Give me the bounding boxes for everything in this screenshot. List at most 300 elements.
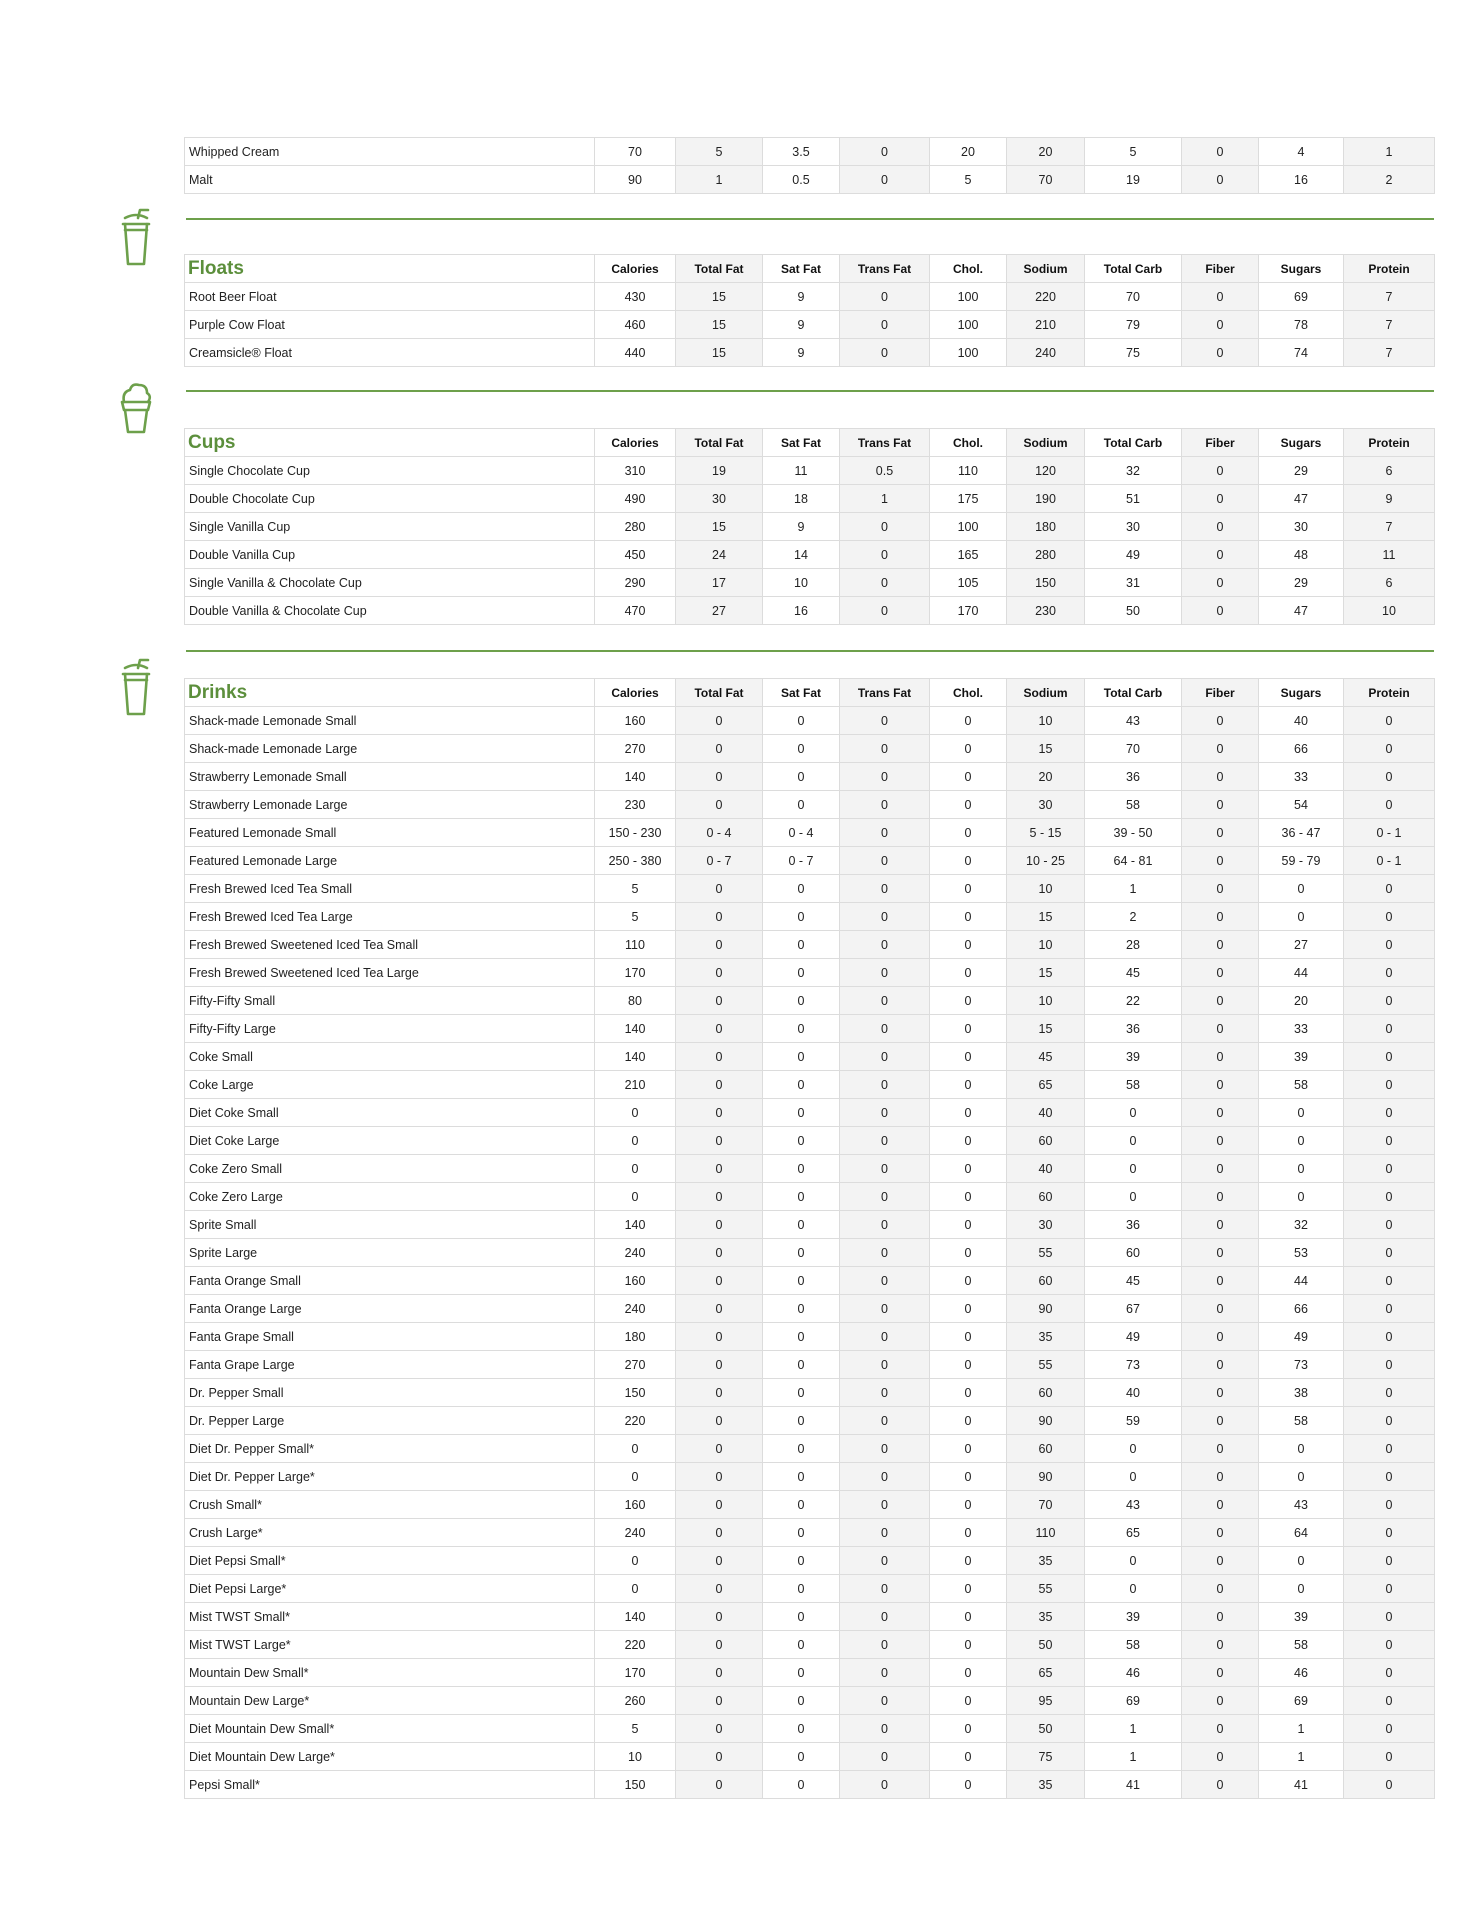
nutrient-value: 10 <box>763 569 840 597</box>
nutrient-value: 100 <box>930 513 1007 541</box>
column-header: Sat Fat <box>763 255 840 283</box>
nutrient-value: 0 <box>1344 1379 1435 1407</box>
column-header: Total Fat <box>676 679 763 707</box>
item-name: Diet Pepsi Small* <box>185 1547 595 1575</box>
nutrient-value: 0 <box>763 1295 840 1323</box>
nutrient-value: 0 <box>676 987 763 1015</box>
nutrient-value: 0 <box>1344 707 1435 735</box>
table-row <box>185 1155 1435 1183</box>
nutrient-value: 0 <box>763 1603 840 1631</box>
nutrient-value: 0 <box>763 1267 840 1295</box>
nutrient-value: 9 <box>763 513 840 541</box>
nutrient-value: 0 <box>1182 513 1259 541</box>
nutrient-value: 0 <box>763 1099 840 1127</box>
nutrient-value: 240 <box>595 1295 676 1323</box>
nutrient-value: 0.5 <box>840 457 930 485</box>
table-row <box>185 541 1435 569</box>
nutrient-value: 0 <box>1182 1771 1259 1799</box>
nutrient-value: 270 <box>595 1351 676 1379</box>
nutrient-value: 0 <box>676 1435 763 1463</box>
nutrient-value: 54 <box>1259 791 1344 819</box>
nutrient-value: 280 <box>1007 541 1085 569</box>
table-header-row <box>185 679 1435 707</box>
nutrient-value: 49 <box>1085 541 1182 569</box>
nutrient-value: 50 <box>1085 597 1182 625</box>
nutrient-value: 0 <box>930 1491 1007 1519</box>
table-row <box>185 1239 1435 1267</box>
table-row <box>185 283 1435 311</box>
nutrient-value: 32 <box>1085 457 1182 485</box>
nutrient-value: 0 <box>676 1519 763 1547</box>
nutrient-value: 75 <box>1007 1743 1085 1771</box>
nutrient-value: 0 <box>595 1547 676 1575</box>
nutrient-value: 0 <box>930 1603 1007 1631</box>
nutrient-value: 0 <box>676 1771 763 1799</box>
column-header: Protein <box>1344 429 1435 457</box>
nutrient-value: 60 <box>1085 1239 1182 1267</box>
nutrient-value: 58 <box>1085 1071 1182 1099</box>
nutrient-value: 0 <box>1085 1547 1182 1575</box>
column-header: Trans Fat <box>840 429 930 457</box>
nutrient-value: 0 <box>840 1015 930 1043</box>
nutrient-value: 0 <box>763 1351 840 1379</box>
item-name: Double Vanilla Cup <box>185 541 595 569</box>
table-row <box>185 1407 1435 1435</box>
nutrient-value: 0 <box>930 1239 1007 1267</box>
nutrient-value: 0 <box>1182 1547 1259 1575</box>
nutrient-value: 0 <box>676 791 763 819</box>
nutrient-value: 100 <box>930 283 1007 311</box>
nutrient-value: 0 <box>1344 1267 1435 1295</box>
nutrient-value: 7 <box>1344 283 1435 311</box>
nutrient-value: 64 - 81 <box>1085 847 1182 875</box>
column-header: Sugars <box>1259 255 1344 283</box>
nutrient-value: 45 <box>1007 1043 1085 1071</box>
nutrient-value: 39 <box>1259 1603 1344 1631</box>
item-name: Fanta Grape Small <box>185 1323 595 1351</box>
nutrient-value: 0 <box>595 1463 676 1491</box>
nutrient-value: 80 <box>595 987 676 1015</box>
nutrient-value: 40 <box>1007 1099 1085 1127</box>
nutrient-value: 1 <box>840 485 930 513</box>
nutrient-value: 20 <box>930 138 1007 166</box>
nutrient-value: 0 <box>1344 735 1435 763</box>
table-row <box>185 1099 1435 1127</box>
nutrient-value: 50 <box>1007 1715 1085 1743</box>
nutrient-value: 140 <box>595 1015 676 1043</box>
nutrient-value: 5 <box>595 875 676 903</box>
nutrient-value: 150 <box>595 1379 676 1407</box>
nutrient-value: 36 <box>1085 763 1182 791</box>
nutrient-value: 150 - 230 <box>595 819 676 847</box>
item-name: Pepsi Small* <box>185 1771 595 1799</box>
nutrient-value: 9 <box>1344 485 1435 513</box>
column-header: Sugars <box>1259 679 1344 707</box>
nutrient-value: 0 <box>763 1715 840 1743</box>
nutrient-value: 0 <box>1259 1099 1344 1127</box>
nutrient-value: 0 <box>1182 1435 1259 1463</box>
nutrient-value: 0 <box>595 1183 676 1211</box>
nutrient-value: 190 <box>1007 485 1085 513</box>
nutrient-value: 60 <box>1007 1435 1085 1463</box>
nutrient-value: 0 <box>1182 1379 1259 1407</box>
nutrient-value: 0 <box>676 1687 763 1715</box>
nutrient-value: 0 <box>1182 1155 1259 1183</box>
item-name: Coke Zero Small <box>185 1155 595 1183</box>
nutrient-value: 0 <box>930 987 1007 1015</box>
nutrient-value: 15 <box>1007 1015 1085 1043</box>
nutrient-value: 0 <box>840 959 930 987</box>
nutrient-value: 15 <box>1007 959 1085 987</box>
nutrient-value: 51 <box>1085 485 1182 513</box>
nutrient-value: 1 <box>1259 1743 1344 1771</box>
nutrient-value: 0 <box>1182 931 1259 959</box>
nutrient-value: 0 <box>840 1407 930 1435</box>
nutrient-value: 0 <box>930 1127 1007 1155</box>
nutrient-value: 0 <box>676 1071 763 1099</box>
nutrient-value: 69 <box>1085 1687 1182 1715</box>
nutrient-value: 73 <box>1085 1351 1182 1379</box>
item-name: Single Vanilla Cup <box>185 513 595 541</box>
nutrient-value: 0 <box>1182 1715 1259 1743</box>
nutrient-value: 160 <box>595 1267 676 1295</box>
nutrient-value: 0 <box>676 1603 763 1631</box>
nutrient-value: 0 <box>763 1519 840 1547</box>
table-row <box>185 569 1435 597</box>
nutrient-value: 0 <box>1182 1491 1259 1519</box>
column-header: Chol. <box>930 255 1007 283</box>
nutrient-value: 0 <box>763 1463 840 1491</box>
nutrient-value: 0.5 <box>763 166 840 194</box>
nutrient-value: 0 <box>930 1071 1007 1099</box>
nutrient-value: 2 <box>1344 166 1435 194</box>
column-header: Trans Fat <box>840 255 930 283</box>
table-row <box>185 1659 1435 1687</box>
nutrient-value: 0 <box>930 1771 1007 1799</box>
table-row <box>185 1547 1435 1575</box>
nutrient-value: 0 <box>1344 875 1435 903</box>
nutrient-value: 450 <box>595 541 676 569</box>
nutrient-value: 0 <box>676 1547 763 1575</box>
nutrient-value: 55 <box>1007 1351 1085 1379</box>
nutrient-value: 0 <box>1344 1603 1435 1631</box>
nutrient-value: 35 <box>1007 1603 1085 1631</box>
section-title: Cups <box>185 429 595 457</box>
nutrient-value: 0 <box>930 1575 1007 1603</box>
nutrient-value: 0 <box>1182 1211 1259 1239</box>
nutrient-value: 0 <box>1259 875 1344 903</box>
nutrient-value: 0 <box>1344 1463 1435 1491</box>
nutrient-value: 0 <box>1182 166 1259 194</box>
nutrient-value: 58 <box>1085 791 1182 819</box>
item-name: Dr. Pepper Small <box>185 1379 595 1407</box>
nutrient-value: 0 <box>840 1463 930 1491</box>
nutrient-value: 0 <box>930 1519 1007 1547</box>
nutrient-value: 6 <box>1344 569 1435 597</box>
nutrient-value: 0 <box>1182 1603 1259 1631</box>
nutrient-value: 10 <box>1007 931 1085 959</box>
nutrient-value: 0 <box>1344 1015 1435 1043</box>
nutrient-value: 0 <box>1182 1407 1259 1435</box>
nutrient-value: 220 <box>595 1407 676 1435</box>
column-header: Sat Fat <box>763 679 840 707</box>
nutrient-value: 70 <box>1007 166 1085 194</box>
nutrient-value: 0 <box>840 1519 930 1547</box>
nutrient-value: 0 <box>763 735 840 763</box>
nutrient-value: 39 <box>1259 1043 1344 1071</box>
nutrient-value: 0 <box>763 1743 840 1771</box>
nutrient-value: 0 <box>840 1267 930 1295</box>
nutrient-value: 0 <box>763 1211 840 1239</box>
nutrient-value: 140 <box>595 763 676 791</box>
item-name: Single Vanilla & Chocolate Cup <box>185 569 595 597</box>
nutrient-value: 65 <box>1007 1071 1085 1099</box>
table-row <box>185 1015 1435 1043</box>
nutrient-value: 70 <box>1085 283 1182 311</box>
nutrient-value: 150 <box>595 1771 676 1799</box>
column-header: Total Fat <box>676 255 763 283</box>
nutrient-value: 0 <box>1259 1435 1344 1463</box>
nutrient-value: 0 <box>1344 959 1435 987</box>
nutrient-value: 0 <box>840 1715 930 1743</box>
nutrient-value: 490 <box>595 485 676 513</box>
nutrient-value: 0 <box>1085 1435 1182 1463</box>
nutrient-value: 1 <box>1085 875 1182 903</box>
table-row <box>185 1379 1435 1407</box>
nutrient-value: 0 <box>1344 1043 1435 1071</box>
nutrient-value: 0 <box>1182 987 1259 1015</box>
nutrient-value: 0 <box>1182 541 1259 569</box>
nutrient-value: 0 <box>930 875 1007 903</box>
nutrient-value: 30 <box>1007 1211 1085 1239</box>
nutrient-value: 0 <box>1344 1715 1435 1743</box>
nutrient-value: 0 <box>930 1743 1007 1771</box>
nutrient-value: 0 <box>1085 1127 1182 1155</box>
nutrient-value: 58 <box>1259 1407 1344 1435</box>
nutrient-value: 0 <box>1182 1687 1259 1715</box>
nutrient-value: 66 <box>1259 735 1344 763</box>
table-row <box>185 1575 1435 1603</box>
nutrient-value: 17 <box>676 569 763 597</box>
table-row <box>185 485 1435 513</box>
nutrient-value: 15 <box>1007 735 1085 763</box>
nutrient-value: 0 <box>840 1547 930 1575</box>
nutrient-value: 0 <box>763 1687 840 1715</box>
nutrient-value: 0 <box>840 1351 930 1379</box>
nutrient-value: 0 <box>1182 1323 1259 1351</box>
nutrient-value: 0 - 4 <box>763 819 840 847</box>
item-name: Fresh Brewed Iced Tea Small <box>185 875 595 903</box>
column-header: Calories <box>595 429 676 457</box>
nutrient-value: 0 <box>930 1155 1007 1183</box>
nutrient-value: 0 <box>840 1323 930 1351</box>
item-name: Mountain Dew Small* <box>185 1659 595 1687</box>
nutrient-value: 58 <box>1259 1631 1344 1659</box>
floats-section <box>184 254 1434 367</box>
table-row <box>185 1771 1435 1799</box>
nutrient-value: 90 <box>1007 1295 1085 1323</box>
nutrient-value: 0 <box>840 311 930 339</box>
nutrient-value: 0 <box>676 1127 763 1155</box>
floats-table <box>184 254 1435 367</box>
nutrient-value: 0 - 7 <box>763 847 840 875</box>
nutrient-value: 0 <box>930 1267 1007 1295</box>
nutrient-value: 90 <box>595 166 676 194</box>
nutrient-value: 175 <box>930 485 1007 513</box>
nutrient-value: 0 <box>1182 735 1259 763</box>
nutrient-value: 22 <box>1085 987 1182 1015</box>
section-title: Drinks <box>185 679 595 707</box>
drink-cup-icon <box>118 658 154 718</box>
nutrient-value: 0 <box>930 763 1007 791</box>
nutrient-value: 0 <box>595 1099 676 1127</box>
nutrient-value: 15 <box>1007 903 1085 931</box>
nutrient-value: 170 <box>595 1659 676 1687</box>
nutrient-value: 220 <box>1007 283 1085 311</box>
nutrient-value: 45 <box>1085 1267 1182 1295</box>
nutrient-value: 0 <box>676 1379 763 1407</box>
nutrient-value: 39 <box>1085 1603 1182 1631</box>
nutrient-value: 0 <box>676 1743 763 1771</box>
column-header: Sugars <box>1259 429 1344 457</box>
table-row <box>185 1127 1435 1155</box>
nutrient-value: 0 <box>930 1547 1007 1575</box>
nutrient-value: 0 <box>930 1463 1007 1491</box>
nutrient-value: 0 <box>1182 485 1259 513</box>
nutrient-value: 0 <box>930 1715 1007 1743</box>
table-row <box>185 1435 1435 1463</box>
nutrient-value: 60 <box>1007 1267 1085 1295</box>
nutrient-value: 28 <box>1085 931 1182 959</box>
nutrient-value: 0 <box>676 1015 763 1043</box>
column-header: Calories <box>595 679 676 707</box>
nutrient-value: 210 <box>595 1071 676 1099</box>
item-name: Fifty-Fifty Small <box>185 987 595 1015</box>
column-header: Total Fat <box>676 429 763 457</box>
nutrient-value: 0 <box>1259 1575 1344 1603</box>
nutrient-value: 15 <box>676 311 763 339</box>
table-row <box>185 1323 1435 1351</box>
nutrient-value: 41 <box>1085 1771 1182 1799</box>
nutrient-value: 230 <box>595 791 676 819</box>
nutrient-value: 39 <box>1085 1043 1182 1071</box>
nutrient-value: 0 <box>840 1603 930 1631</box>
nutrient-value: 0 <box>676 1659 763 1687</box>
nutrient-value: 29 <box>1259 569 1344 597</box>
nutrient-value: 0 <box>1182 1015 1259 1043</box>
nutrient-value: 0 <box>840 1295 930 1323</box>
nutrient-value: 140 <box>595 1043 676 1071</box>
table-row <box>185 1183 1435 1211</box>
table-row <box>185 597 1435 625</box>
nutrient-value: 1 <box>1344 138 1435 166</box>
nutrient-value: 230 <box>1007 597 1085 625</box>
nutrient-value: 0 <box>930 931 1007 959</box>
item-name: Fifty-Fifty Large <box>185 1015 595 1043</box>
nutrient-value: 0 <box>676 1183 763 1211</box>
nutrient-value: 440 <box>595 339 676 367</box>
nutrient-value: 39 - 50 <box>1085 819 1182 847</box>
nutrient-value: 20 <box>1007 763 1085 791</box>
nutrient-value: 0 <box>1182 311 1259 339</box>
nutrient-value: 160 <box>595 1491 676 1519</box>
table-row <box>185 1687 1435 1715</box>
nutrient-value: 45 <box>1085 959 1182 987</box>
nutrient-value: 0 <box>676 1211 763 1239</box>
item-name: Coke Large <box>185 1071 595 1099</box>
nutrient-value: 10 <box>1007 875 1085 903</box>
nutrient-value: 0 <box>1344 1631 1435 1659</box>
nutrient-value: 0 <box>1182 1463 1259 1491</box>
nutrient-value: 15 <box>676 339 763 367</box>
nutrient-value: 0 <box>1182 339 1259 367</box>
item-name: Root Beer Float <box>185 283 595 311</box>
table-row <box>185 166 1435 194</box>
nutrient-value: 0 <box>840 166 930 194</box>
item-name: Crush Small* <box>185 1491 595 1519</box>
nutrient-value: 0 <box>1344 987 1435 1015</box>
item-name: Shack-made Lemonade Small <box>185 707 595 735</box>
column-header: Calories <box>595 255 676 283</box>
nutrient-value: 0 <box>676 931 763 959</box>
table-row <box>185 987 1435 1015</box>
item-name: Sprite Small <box>185 1211 595 1239</box>
nutrient-value: 0 <box>1182 847 1259 875</box>
table-row <box>185 847 1435 875</box>
nutrient-value: 0 <box>1259 1547 1344 1575</box>
nutrient-value: 0 <box>1182 1071 1259 1099</box>
nutrient-value: 0 <box>930 959 1007 987</box>
nutrient-value: 24 <box>676 541 763 569</box>
nutrient-value: 40 <box>1259 707 1344 735</box>
nutrient-value: 470 <box>595 597 676 625</box>
item-name: Double Vanilla & Chocolate Cup <box>185 597 595 625</box>
nutrient-value: 0 <box>1085 1183 1182 1211</box>
table-header-row <box>185 429 1435 457</box>
section-title: Floats <box>185 255 595 283</box>
item-name: Strawberry Lemonade Small <box>185 763 595 791</box>
nutrient-value: 0 <box>1182 1575 1259 1603</box>
nutrient-value: 0 <box>763 1407 840 1435</box>
nutrient-value: 240 <box>1007 339 1085 367</box>
column-header: Chol. <box>930 429 1007 457</box>
nutrient-value: 0 <box>1182 1099 1259 1127</box>
item-name: Fanta Orange Small <box>185 1267 595 1295</box>
nutrient-value: 0 <box>763 1183 840 1211</box>
nutrient-value: 0 <box>1344 1239 1435 1267</box>
nutrient-value: 0 <box>1182 763 1259 791</box>
nutrient-value: 0 <box>676 1099 763 1127</box>
item-name: Coke Small <box>185 1043 595 1071</box>
column-header: Protein <box>1344 255 1435 283</box>
nutrient-value: 0 <box>763 1239 840 1267</box>
nutrient-value: 0 - 7 <box>676 847 763 875</box>
nutrient-value: 7 <box>1344 513 1435 541</box>
nutrient-value: 0 <box>840 513 930 541</box>
nutrient-value: 16 <box>763 597 840 625</box>
nutrient-value: 0 <box>1085 1575 1182 1603</box>
nutrient-value: 0 <box>840 1211 930 1239</box>
nutrient-value: 6 <box>1344 457 1435 485</box>
table-row <box>185 513 1435 541</box>
nutrient-value: 0 <box>930 847 1007 875</box>
nutrient-value: 0 <box>595 1127 676 1155</box>
nutrient-value: 0 <box>676 903 763 931</box>
nutrient-value: 0 <box>763 1631 840 1659</box>
nutrient-value: 41 <box>1259 1771 1344 1799</box>
nutrient-value: 90 <box>1007 1463 1085 1491</box>
nutrient-value: 90 <box>1007 1407 1085 1435</box>
